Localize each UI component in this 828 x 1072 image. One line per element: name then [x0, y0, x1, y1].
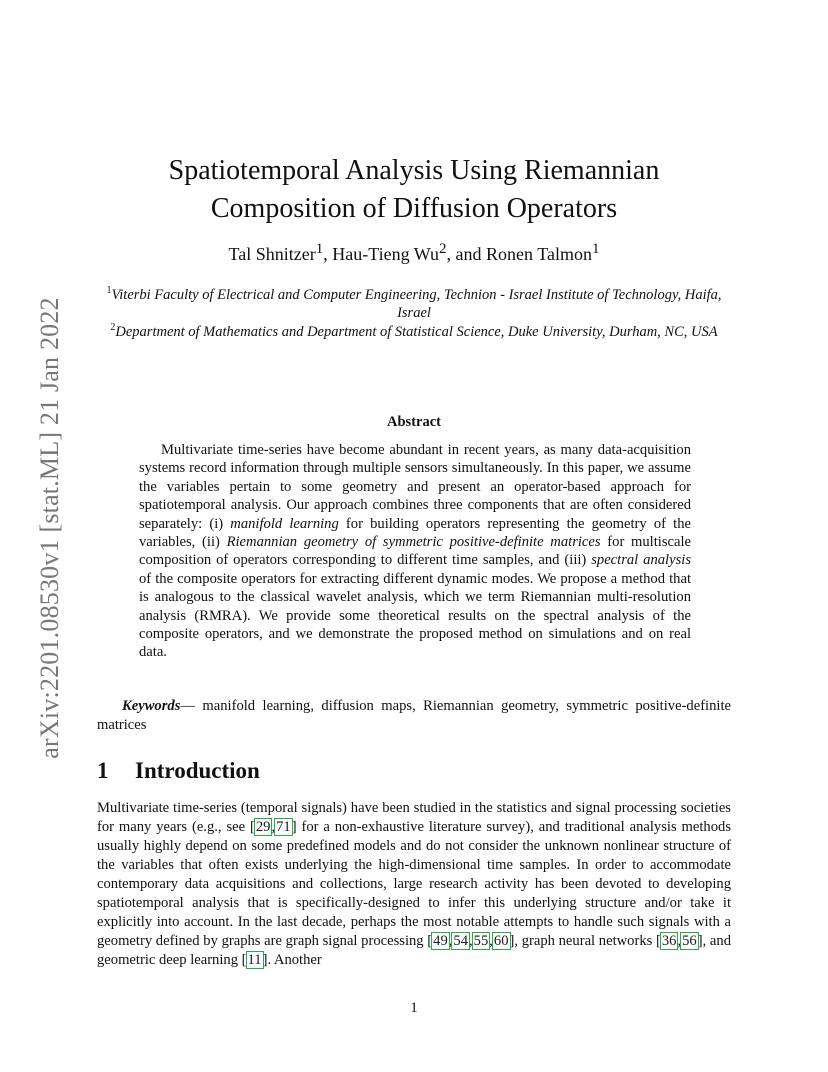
abstract-heading: Abstract: [387, 414, 441, 430]
intro-text: ], graph neural networks [: [509, 933, 661, 949]
abstract-emphasis: Riemannian geometry of symmetric positive-definite matrices: [226, 534, 601, 551]
paper-title: [0, 152, 828, 228]
citation-separator: ,: [448, 933, 453, 949]
affiliation-2-mark: 2: [110, 322, 116, 333]
abstract-body: [139, 441, 691, 662]
author-2: Hau-Tieng Wu: [332, 244, 440, 264]
author-3: Ronen Talmon: [486, 244, 592, 264]
abstract-text: Multivariate time-series have become abundant in recent years, as many data-acquisition systems record information through multiple sensors simultaneously. In this paper, we assume the variables pertain to some geometry and present an operator-based approach for spatiotemporal analysis. Our approach combines three components that are often considered separately: (i): [139, 442, 691, 532]
citation-link-29[interactable]: 29: [255, 819, 271, 835]
affiliation-2-text: Department of Mathematics and Department of Statistical Science, Duke University, Durham, NC, USA: [115, 323, 718, 340]
citation-separator: ,: [677, 933, 682, 949]
citation-link-60[interactable]: 60: [493, 933, 509, 949]
citation-separator: ,: [271, 819, 276, 835]
intro-text: ]. Another: [262, 952, 322, 968]
author-2-affil: 2: [439, 241, 447, 257]
citation-link-71[interactable]: 71: [276, 819, 291, 835]
citation-link-55[interactable]: 55: [473, 933, 489, 949]
intro-text: Multivariate time-series (temporal signals) have been studied in the statistics and signal processing societies for many years (e.g., see [: [97, 800, 731, 835]
affiliation-1-mark: 1: [106, 285, 112, 296]
intro-text: ], and geometric deep learning [: [97, 933, 731, 968]
citation-link-49[interactable]: 49: [433, 933, 448, 949]
title-line-2: Composition of Diffusion Operators: [210, 193, 618, 224]
keywords-text: manifold learning, diffusion maps, Riemannian geometry, symmetric positive-definite matrices: [97, 698, 731, 733]
abstract-emphasis: spectral analysis: [591, 552, 691, 569]
title-line-1: Spatiotemporal Analysis Using Riemannian: [168, 155, 660, 186]
intro-paragraph: [97, 799, 731, 970]
keywords-label: Keywords: [122, 698, 181, 714]
abstract-text: for building operators representing the geometry of the variables, (ii): [139, 515, 691, 551]
author-3-affil: 1: [591, 241, 600, 257]
author-separator: , and: [446, 244, 487, 264]
citation-link-54[interactable]: 54: [453, 933, 468, 949]
abstract-emphasis: manifold learning: [230, 515, 339, 532]
section-title: Introduction: [135, 758, 260, 783]
author-1: Tal Shnitzer: [228, 244, 316, 264]
arxiv-stamp: arXiv:2201.08530v1 [stat.ML] 21 Jan 2022: [35, 297, 64, 759]
author-1-affil: 1: [315, 241, 324, 257]
citation-separator: ,: [469, 933, 473, 949]
citation-link-56[interactable]: 56: [682, 933, 697, 949]
page-number: 1: [410, 1000, 418, 1016]
citation-link-11[interactable]: 11: [247, 952, 262, 968]
keywords: [97, 697, 731, 735]
author-separator: ,: [323, 244, 333, 264]
section-heading: [97, 758, 260, 784]
intro-text: ] for a non-exhaustive literature survey), and traditional analysis methods usually highly depend on some predefined models and do not consider the unknown nonlinear structure of the variables that often exists underlying the high-dimensional time samples. In order to accommodate contemporary data acquisitions and collections, large research activity has been devoted to developing spatiotemporal analysis that is specifically-designed to infer this underlying structure and/or take it explicitly into account. In the last decade, perhaps the most notable attempts to handle such signals with a geometry defined by graphs are graph signal processing [: [97, 819, 732, 949]
author-list: [0, 241, 828, 265]
keywords-dash: —: [180, 698, 203, 714]
section-number: 1: [97, 758, 109, 783]
affiliation-2: [96, 319, 732, 341]
citation-separator: ,: [489, 933, 493, 949]
affiliation-1: [96, 282, 732, 323]
abstract-text: for multiscale composition of operators corresponding to different time samples, and (iii): [139, 534, 691, 569]
abstract-text: of the composite operators for extracting different dynamic modes. We propose a method that is analogous to the classical wavelet analysis, which we term Riemannian multi-resolution analysis (RMRA). We provide some theoretical results on the spectral analysis of the composite operators, and we demonstrate the proposed method on simulations and on real data.: [139, 570, 691, 661]
citation-link-36[interactable]: 36: [661, 933, 677, 949]
affiliation-1-text: Viterbi Faculty of Electrical and Computer Engineering, Technion - Israel Institute of Technology, Haifa, Israel: [111, 286, 722, 322]
